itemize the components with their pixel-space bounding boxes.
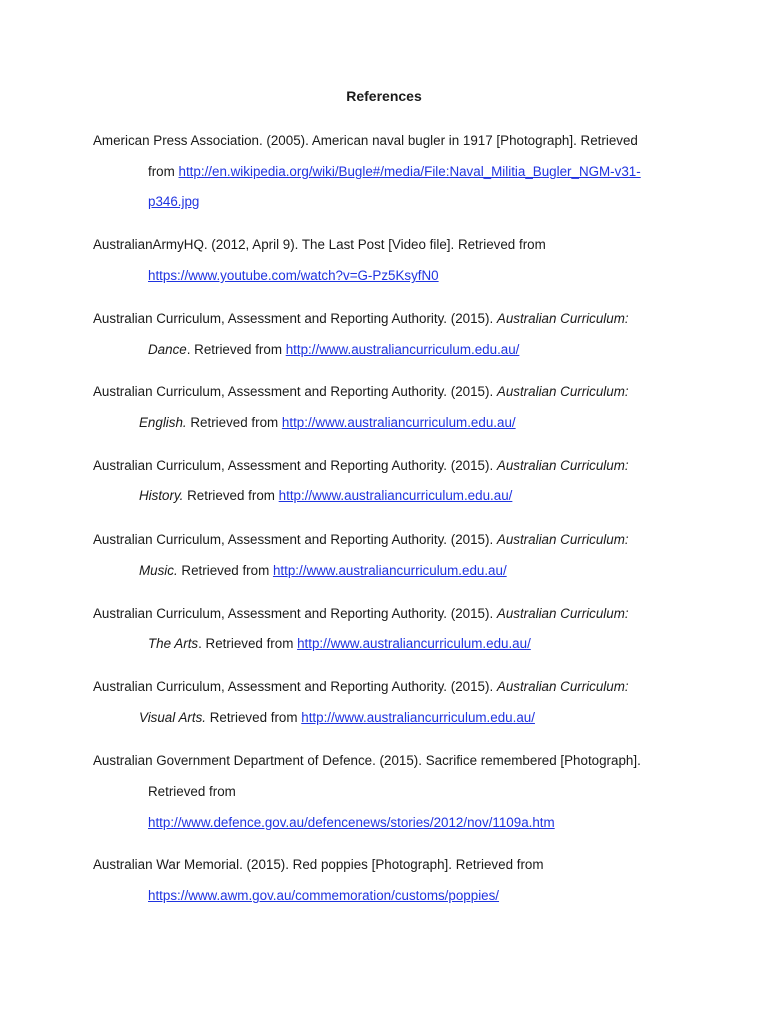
- reference-9-line-1: Australian Government Department of Defence. (2015). Sacrifice remembered [Photograph].: [93, 753, 641, 768]
- reference-1-prefix: from: [148, 164, 179, 179]
- reference-10-line-2: [148, 886, 499, 906]
- reference-9-line-2: Retrieved from: [148, 784, 236, 799]
- reference-3-link[interactable]: http://www.australiancurriculum.edu.au/: [285, 342, 520, 357]
- reference-3-title-start: Australian Curriculum:: [496, 311, 629, 326]
- reference-6-line-2: [139, 561, 507, 581]
- reference-1-link[interactable]: http://en.wikipedia.org/wiki/Bugle#/media/File:Naval_Militia_Bugler_NGM-v31-: [178, 164, 641, 179]
- reference-6-title-end: Music.: [139, 563, 178, 578]
- reference-6-author: Australian Curriculum, Assessment and Reporting Authority. (2015).: [93, 532, 497, 547]
- reference-2-line-1: AustralianArmyHQ. (2012, April 9). The Last Post [Video file]. Retrieved from: [93, 237, 546, 252]
- reference-4-line-1: [93, 382, 629, 402]
- reference-6-suffix: Retrieved from: [177, 563, 273, 578]
- reference-8-line-2: [139, 708, 535, 728]
- reference-6-link[interactable]: http://www.australiancurriculum.edu.au/: [272, 563, 507, 578]
- reference-6-line-1: [93, 530, 629, 550]
- reference-5-line-1: [93, 456, 629, 476]
- reference-5-author: Australian Curriculum, Assessment and Reporting Authority. (2015).: [93, 458, 497, 473]
- reference-1-line-3: [148, 192, 199, 212]
- reference-4-line-2: [139, 413, 516, 433]
- reference-7-suffix: . Retrieved from: [198, 636, 298, 651]
- reference-3-author: Australian Curriculum, Assessment and Reporting Authority. (2015).: [93, 311, 497, 326]
- reference-5-suffix: Retrieved from: [183, 488, 279, 503]
- reference-7-line-1: [93, 604, 629, 624]
- reference-4-suffix: Retrieved from: [186, 415, 282, 430]
- reference-2-link[interactable]: https://www.youtube.com/watch?v=G-Pz5KsyfN0: [148, 268, 439, 283]
- reference-9-line-3: [148, 813, 555, 833]
- reference-10-line-1: Australian War Memorial. (2015). Red poppies [Photograph]. Retrieved from: [93, 857, 544, 872]
- reference-8-suffix: Retrieved from: [205, 710, 302, 725]
- reference-5-title-end: History.: [139, 488, 184, 503]
- reference-8-author: Australian Curriculum, Assessment and Reporting Authority. (2015).: [93, 679, 497, 694]
- reference-5-line-2: [139, 486, 512, 506]
- reference-6-title-start: Australian Curriculum:: [496, 532, 629, 547]
- reference-4-title-end: English.: [139, 415, 187, 430]
- reference-2-line-2: [148, 266, 439, 286]
- reference-8-link[interactable]: http://www.australiancurriculum.edu.au/: [301, 710, 535, 725]
- reference-1-link-continued[interactable]: p346.jpg: [148, 194, 200, 209]
- reference-7-author: Australian Curriculum, Assessment and Reporting Authority. (2015).: [93, 606, 497, 621]
- reference-3-title-end: Dance: [148, 342, 187, 357]
- reference-1-line-2: [148, 162, 641, 182]
- reference-8-title-start: Australian Curriculum:: [496, 679, 629, 694]
- page-title: References: [346, 88, 422, 104]
- reference-8-line-1: [93, 677, 629, 697]
- reference-7-title-start: Australian Curriculum:: [496, 606, 629, 621]
- reference-9-link[interactable]: http://www.defence.gov.au/defencenews/stories/2012/nov/1109a.htm: [148, 815, 555, 830]
- reference-3-line-2: [148, 340, 519, 360]
- reference-1-line-1: American Press Association. (2005). American naval bugler in 1917 [Photograph]. Retrieved: [93, 133, 638, 148]
- reference-10-link[interactable]: https://www.awm.gov.au/commemoration/customs/poppies/: [148, 888, 500, 903]
- reference-4-title-start: Australian Curriculum:: [496, 384, 629, 399]
- reference-7-title-end: The Arts: [148, 636, 199, 651]
- reference-5-title-start: Australian Curriculum:: [496, 458, 629, 473]
- reference-7-line-2: [148, 634, 531, 654]
- reference-3-suffix: . Retrieved from: [186, 342, 286, 357]
- reference-4-link[interactable]: http://www.australiancurriculum.edu.au/: [281, 415, 516, 430]
- reference-4-author: Australian Curriculum, Assessment and Reporting Authority. (2015).: [93, 384, 497, 399]
- reference-8-title-end: Visual Arts.: [139, 710, 206, 725]
- reference-3-line-1: [93, 309, 629, 329]
- reference-5-link[interactable]: http://www.australiancurriculum.edu.au/: [278, 488, 513, 503]
- reference-7-link[interactable]: http://www.australiancurriculum.edu.au/: [297, 636, 531, 651]
